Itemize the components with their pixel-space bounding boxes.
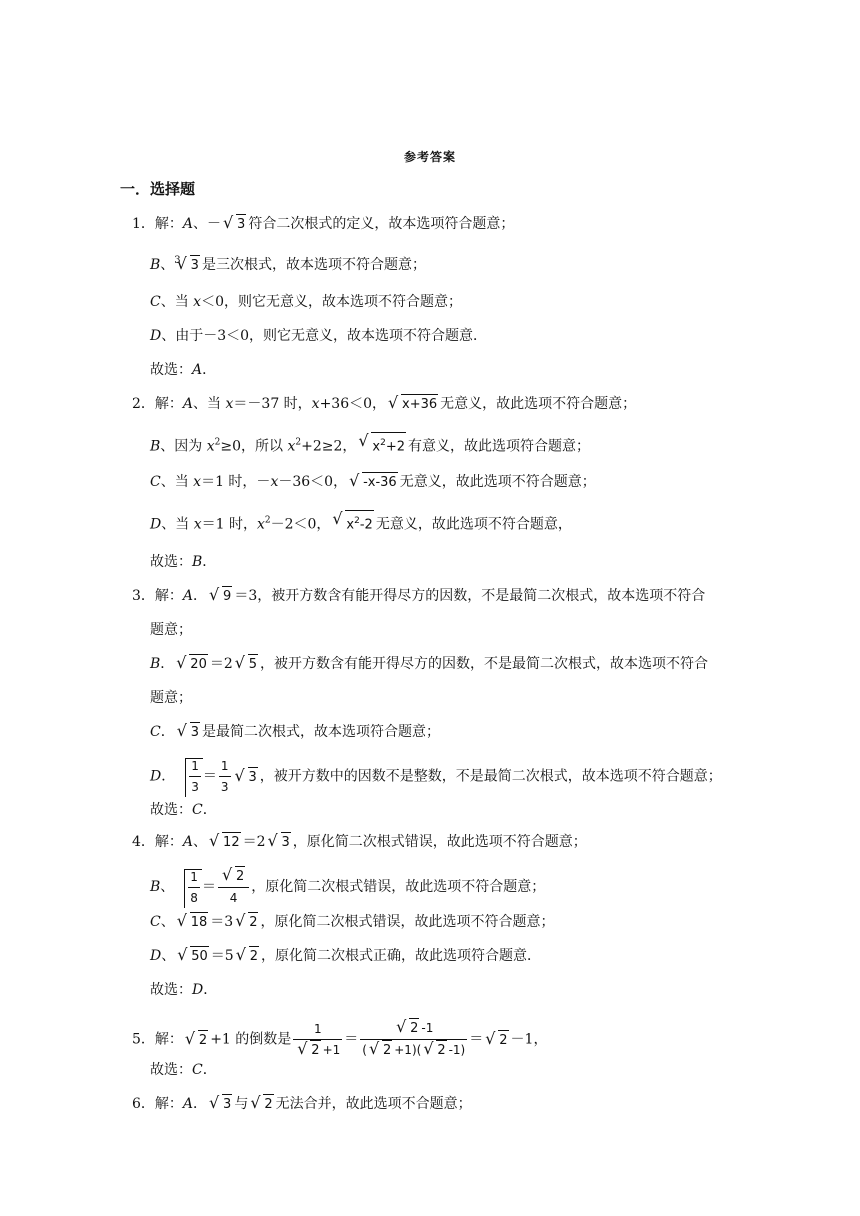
q5-line: 5．解：√ 2 +1 的倒数是 1 √ 2 +1 ＝ √ $\frac{2 -1}{(√ 2 +1)(√ 2 -1)}$ ＝√ 2 －1， [132, 1018, 547, 1061]
q1-line-d: D、由于－3＜0，则它无意义，故本选项不符合题意． [150, 328, 488, 344]
q2-line-a: 2．解：A、当 x＝－37 时，x+36＜0，√ x+36 无意义，故此选项不符合题意； [132, 394, 636, 415]
q4-line-c: C、√ 18 ＝3√ 2 ，原化简二次根式错误，故此选项不符合题意； [150, 912, 554, 933]
q2-answer: 故选：B． [150, 554, 217, 570]
q4-answer: 故选：D． [150, 982, 218, 998]
q3-answer: 故选：C． [150, 802, 217, 818]
q3-line-b2: 题意； [150, 690, 192, 706]
q4-line-b: B、 $\frac{1}{8}$ ＝ √ $\frac{2}{4}$ ，原化简二次根式错误，故此选项不符合题意； [150, 866, 545, 908]
q1-line-c: C、当 x＜0，则它无意义，故本选项不符合题意； [150, 294, 462, 310]
q4-line-a: 4．解：A、√ 12 ＝2√ 3 ，原化简二次根式错误，故此选项不符合题意； [132, 832, 587, 853]
q1-line-b: B、$^3$√ 3 是三次根式，故本选项不符合题意； [150, 251, 426, 276]
q5-answer: 故选：C． [150, 1062, 217, 1078]
q6-line-a: 6．解：A．√ 3 与√ 2 无法合并，故此选项不合题意； [132, 1094, 472, 1115]
q3-line-b: B．√ 20 ＝2√ 5 ，被开方数含有能开得尽方的因数，不是最简二次根式，故本选项不符合 [150, 654, 708, 675]
q1-answer: 故选：A． [150, 362, 217, 378]
section-heading: 一．选择题 [120, 180, 196, 198]
q2-line-c: C、当 x＝1 时，－x－36＜0，√ -x-36 无意义，故此选项不符合题意； [150, 472, 596, 493]
q3-line-a2: 题意； [150, 622, 192, 638]
q3-line-d: D． $\frac{1}{3}$ ＝ $\frac{1}{3}$ √ 3 ，被开方数中的因数不是整数，不是最简二次根式，故本选项不符合题意； [150, 756, 722, 797]
q2-line-d: D、当 x＝1 时，$x^2-2<0$，√ $x^2-2$ 无意义，故此选项不符合题意， [150, 510, 572, 535]
q2-line-b: B、因为 $x^2\ge 0$，所以 $x^2+2\ge 2$，√ $x^2+2$ 有意义，故此选项符合题意； [150, 432, 590, 457]
q1-line-a: 1．解：A、－√ 3 符合二次根式的定义，故本选项符合题意； [132, 214, 514, 235]
q3-line-c: C．√ 3 是最简二次根式，故本选项符合题意； [150, 722, 440, 743]
q4-line-d: D、√ 50 ＝5√ 2 ，原化简二次根式正确，故此选项符合题意． [150, 946, 541, 967]
page-title: 参考答案 [403, 150, 456, 164]
q3-line-a: 3．解：A．√ 9 ＝3，被开方数含有能开得尽方的因数，不是最简二次根式，故本选项不符合 [132, 586, 705, 607]
